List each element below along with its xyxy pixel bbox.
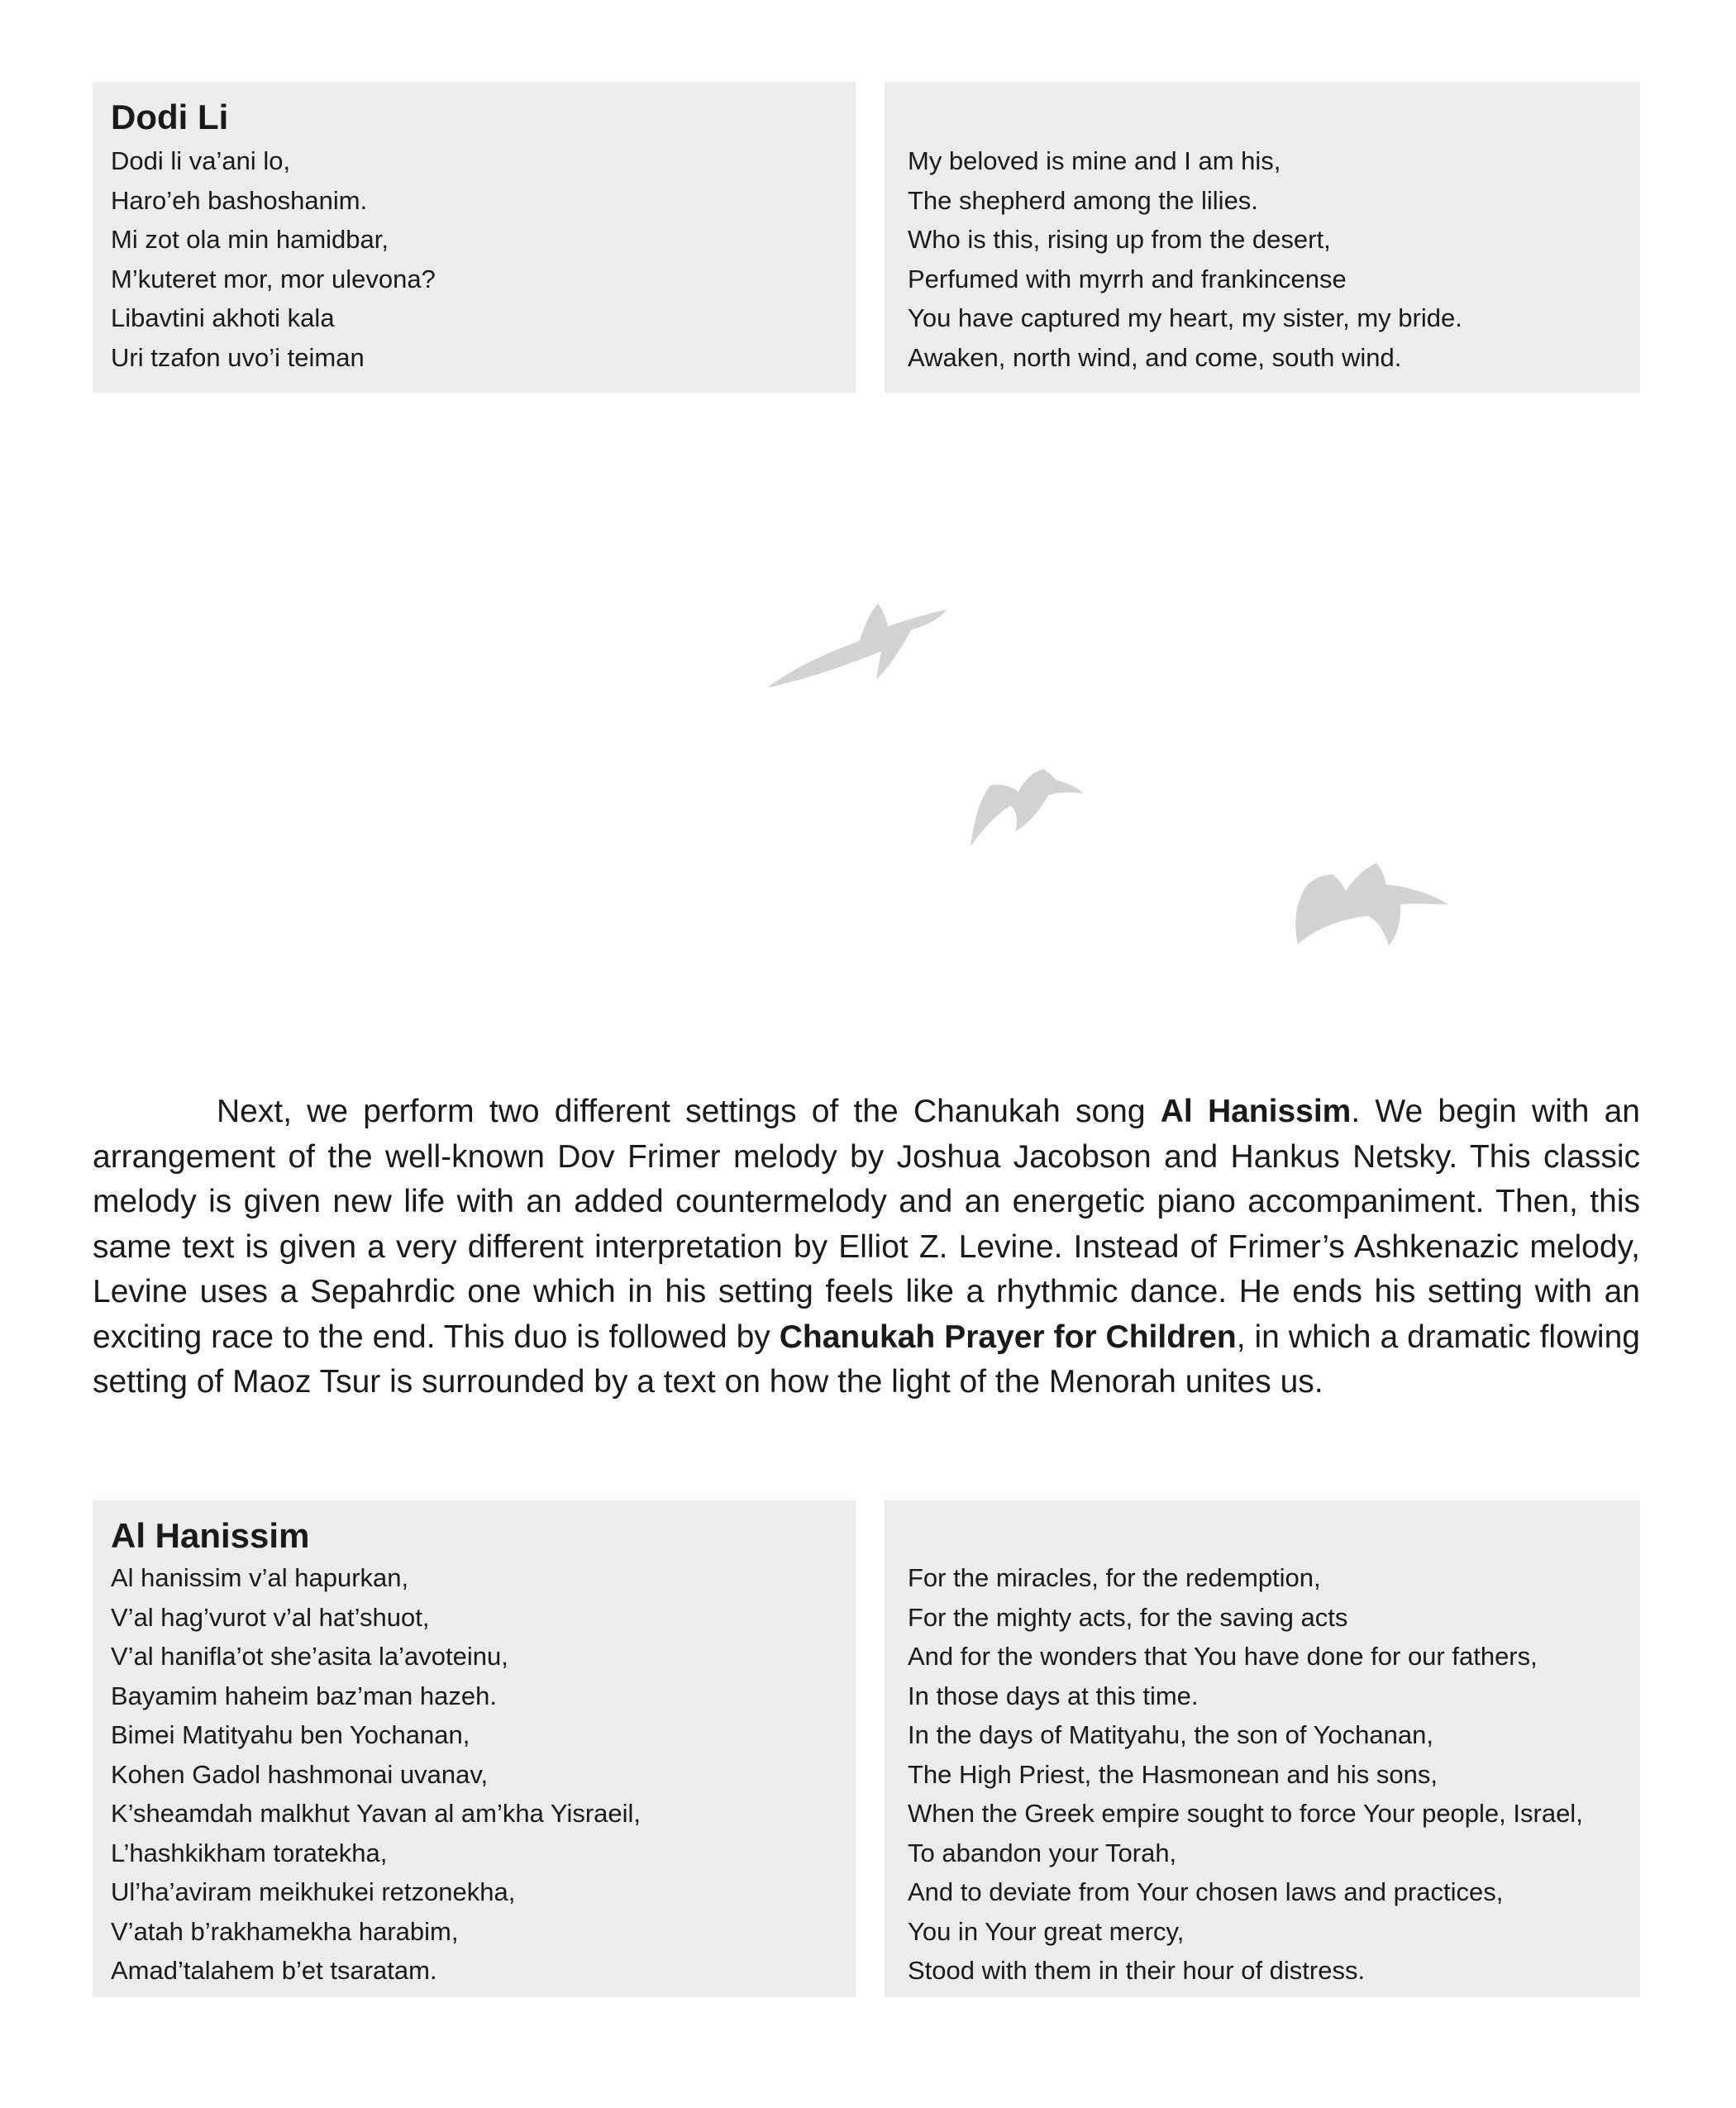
translation-line: And for the wonders that You have done for our fathers, <box>908 1642 1538 1671</box>
al-hanissim-transliteration <box>111 1558 641 1991</box>
bird-icon <box>1295 863 1448 946</box>
song-title-chanukah-prayer: Chanukah Prayer for Children <box>779 1319 1237 1355</box>
lyric-line: Bimei Matityahu ben Yochanan, <box>111 1720 470 1749</box>
al-hanissim-translation-box <box>885 1500 1640 1997</box>
translation-line: For the miracles, for the redemption, <box>908 1563 1321 1592</box>
translation-line: In those days at this time. <box>908 1681 1199 1710</box>
al-hanissim-transliteration-box <box>93 1500 856 1997</box>
translation-line: For the mighty acts, for the saving acts <box>908 1602 1348 1632</box>
translation-line: Who is this, rising up from the desert, <box>908 225 1331 254</box>
notes-text: . We begin with an arrangement of the well-known Dov Frimer melody by Joshua Jacobson and Hankus Netsky. This classic melody is given new life with an added countermelody and an energetic piano accompaniment. Then, this same text is given a very different interpretation by Elliot Z. Levine. Instead of Frimer’s Ashkenazic melody, Levine uses a Sepahrdic one which in his setting feels like a rhythmic dance. He ends his setting with an exciting race to the end. This duo is followed by <box>93 1094 1640 1355</box>
dodi-li-title: Dodi Li <box>111 98 229 136</box>
translation-line: The High Priest, the Hasmonean and his sons, <box>908 1759 1438 1789</box>
al-hanissim-translation <box>908 1558 1583 1991</box>
translation-line: You have captured my heart, my sister, my bride. <box>908 303 1462 332</box>
bird-icon <box>971 769 1083 847</box>
translation-line: The shepherd among the lilies. <box>908 185 1258 215</box>
lyric-line: L’hashkikham toratekha, <box>111 1838 388 1867</box>
translation-line: My beloved is mine and I am his, <box>908 146 1281 175</box>
lyric-line: V’atah b’rakhamekha harabim, <box>111 1916 459 1946</box>
translation-line: You in Your great mercy, <box>908 1916 1185 1946</box>
translation-line: Awaken, north wind, and come, south wind. <box>908 342 1402 372</box>
translation-line: In the days of Matityahu, the son of Yochanan, <box>908 1720 1433 1749</box>
translation-line: When the Greek empire sought to force Your people, Israel, <box>908 1799 1583 1828</box>
lyric-line: Uri tzafon uvo’i teiman <box>111 342 365 372</box>
birds-illustration <box>0 0 1736 1033</box>
lyric-line: Ul’ha’aviram meikhukei retzonekha, <box>111 1877 516 1906</box>
translation-line: Stood with them in their hour of distress. <box>908 1956 1366 1985</box>
translation-line: Perfumed with myrrh and frankincense <box>908 264 1347 293</box>
lyric-line: Kohen Gadol hashmonai uvanav, <box>111 1759 489 1789</box>
lyric-line: Amad’talahem b’et tsaratam. <box>111 1956 437 1985</box>
notes-text: , in which a dramatic flowing setting of Maoz Tsur is surrounded by a text on how the light of the Menorah unites us. <box>93 1319 1640 1400</box>
notes-text: Next, we perform two different settings of the Chanukah song <box>217 1094 1161 1129</box>
lyric-line: Al hanissim v’al hapurkan, <box>111 1563 409 1592</box>
lyric-line: Haro’eh bashoshanim. <box>111 185 368 215</box>
program-notes <box>93 1090 1640 1405</box>
translation-line: To abandon your Torah, <box>908 1838 1177 1867</box>
al-hanissim-title: Al Hanissim <box>111 1516 310 1555</box>
lyric-line: Mi zot ola min hamidbar, <box>111 225 389 254</box>
bird-icon <box>767 603 947 688</box>
lyric-line: M’kuteret mor, mor ulevona? <box>111 264 436 293</box>
lyric-line: V’al hag’vurot v’al hat’shuot, <box>111 1602 430 1632</box>
lyric-line: V’al hanifla’ot she’asita la’avoteinu, <box>111 1642 508 1671</box>
lyric-line: Bayamim haheim baz’man hazeh. <box>111 1681 497 1710</box>
lyric-line: K’sheamdah malkhut Yavan al am’kha Yisraeil, <box>111 1799 641 1828</box>
lyric-line: Libavtini akhoti kala <box>111 303 335 332</box>
lyric-line: Dodi li va’ani lo, <box>111 146 291 175</box>
song-title-al-hanissim: Al Hanissim <box>1160 1094 1352 1129</box>
translation-line: And to deviate from Your chosen laws and practices, <box>908 1877 1504 1906</box>
program-notes-paragraph <box>93 1090 1640 1405</box>
